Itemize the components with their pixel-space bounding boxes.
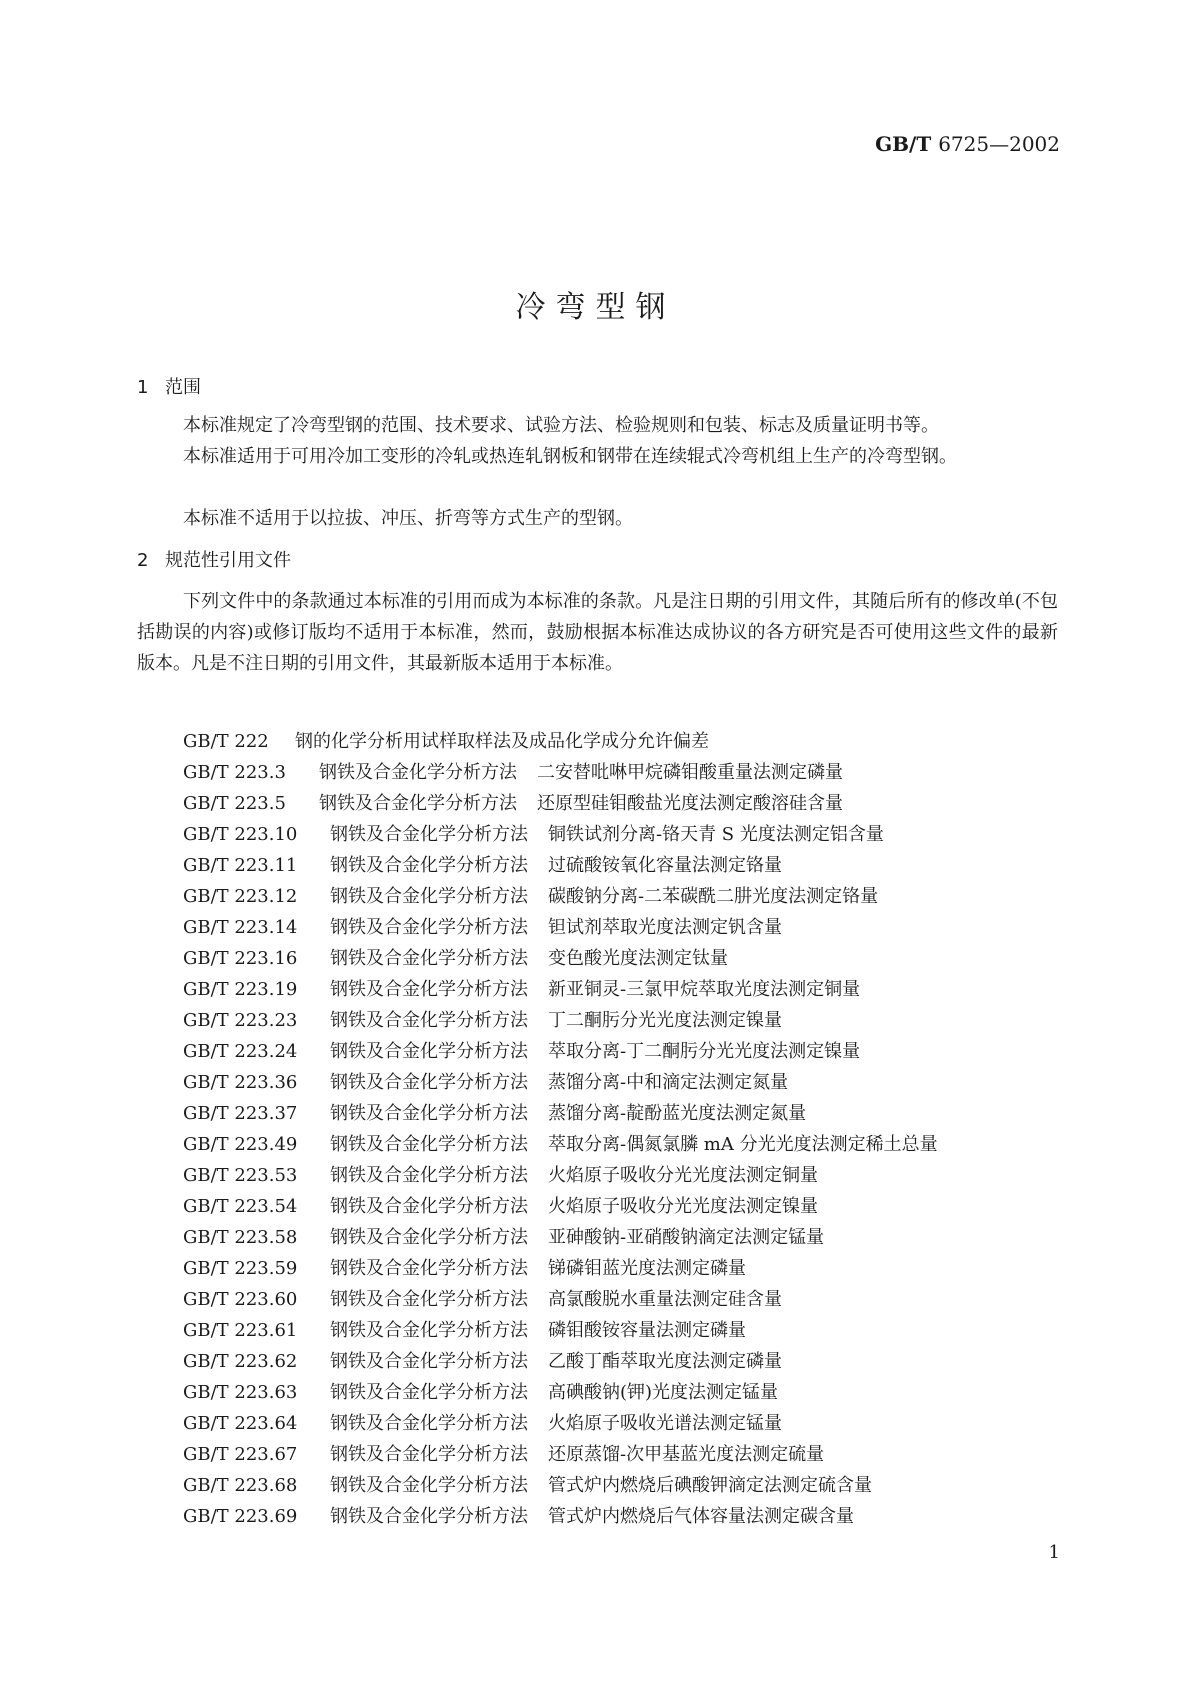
reference-series: 钢铁及合金化学分析方法 bbox=[330, 1413, 528, 1434]
reference-code: GB/T 223.12 bbox=[183, 886, 298, 907]
reference-item bbox=[183, 1005, 938, 1036]
page-number: 1 bbox=[1048, 1542, 1060, 1563]
section-heading-scope bbox=[137, 373, 201, 399]
reference-code: GB/T 223.54 bbox=[183, 1196, 298, 1217]
reference-title bbox=[330, 974, 860, 1005]
reference-item bbox=[183, 726, 938, 757]
reference-title bbox=[330, 1191, 818, 1222]
reference-code: GB/T 223.49 bbox=[183, 1134, 298, 1155]
reference-code: GB/T 223.16 bbox=[183, 948, 298, 969]
reference-title bbox=[330, 850, 782, 881]
reference-item bbox=[183, 1377, 938, 1408]
reference-series: 钢铁及合金化学分析方法 bbox=[330, 886, 528, 907]
reference-item bbox=[183, 850, 938, 881]
reference-series: 钢铁及合金化学分析方法 bbox=[330, 1072, 528, 1093]
reference-item bbox=[183, 881, 938, 912]
reference-title bbox=[330, 1408, 782, 1439]
scope-paragraph-1: 本标准规定了冷弯型钢的范围、技术要求、试验方法、检验规则和包装、标志及质量证明书等。 bbox=[183, 415, 939, 436]
reference-method: 管式炉内燃烧后气体容量法测定碳含量 bbox=[548, 1506, 854, 1527]
reference-method: 亚砷酸钠-亚硝酸钠滴定法测定锰量 bbox=[548, 1227, 825, 1248]
reference-title bbox=[330, 1005, 782, 1036]
reference-title bbox=[330, 1284, 782, 1315]
reference-method: 高氯酸脱水重量法测定硅含量 bbox=[548, 1289, 782, 1310]
reference-item bbox=[183, 943, 938, 974]
reference-series: 钢铁及合金化学分析方法 bbox=[330, 855, 528, 876]
reference-method: 管式炉内燃烧后碘酸钾滴定法测定硫含量 bbox=[548, 1475, 872, 1496]
reference-title bbox=[330, 943, 728, 974]
reference-method: 碳酸钠分离-二苯碳酰二肼光度法测定铬量 bbox=[548, 886, 879, 907]
reference-series: 钢铁及合金化学分析方法 bbox=[330, 1506, 528, 1527]
reference-title bbox=[330, 819, 884, 850]
reference-title bbox=[330, 1439, 824, 1470]
reference-series: 钢铁及合金化学分析方法 bbox=[330, 1227, 528, 1248]
reference-series: 钢铁及合金化学分析方法 bbox=[319, 762, 517, 783]
section-number: 1 bbox=[137, 377, 149, 398]
reference-code: GB/T 223.10 bbox=[183, 824, 298, 845]
reference-code: GB/T 223.3 bbox=[183, 762, 286, 783]
reference-method: 萃取分离-偶氮氯膦 mA 分光光度法测定稀土总量 bbox=[548, 1134, 938, 1155]
reference-series: 钢铁及合金化学分析方法 bbox=[319, 793, 517, 814]
standard-number: 6725—2002 bbox=[938, 132, 1060, 156]
standard-prefix: GB/T bbox=[875, 132, 939, 156]
reference-code: GB/T 223.61 bbox=[183, 1320, 298, 1341]
reference-code: GB/T 223.63 bbox=[183, 1382, 298, 1403]
reference-method: 铜铁试剂分离-铬天青 S 光度法测定铝含量 bbox=[548, 824, 884, 845]
reference-code: GB/T 223.11 bbox=[183, 855, 298, 876]
reference-method: 萃取分离-丁二酮肟分光光度法测定镍量 bbox=[548, 1041, 861, 1062]
reference-code: GB/T 223.68 bbox=[183, 1475, 298, 1496]
reference-series: 钢铁及合金化学分析方法 bbox=[330, 917, 528, 938]
reference-code: GB/T 223.36 bbox=[183, 1072, 298, 1093]
reference-title bbox=[330, 1315, 746, 1346]
reference-method: 还原型硅钼酸盐光度法测定酸溶硅含量 bbox=[537, 793, 843, 814]
reference-series: 钢铁及合金化学分析方法 bbox=[330, 1041, 528, 1062]
reference-list bbox=[183, 726, 938, 1532]
reference-item bbox=[183, 1222, 938, 1253]
reference-title bbox=[330, 881, 878, 912]
reference-item bbox=[183, 1129, 938, 1160]
reference-title bbox=[319, 788, 843, 819]
reference-code: GB/T 223.19 bbox=[183, 979, 298, 1000]
reference-item bbox=[183, 757, 938, 788]
reference-series: 钢铁及合金化学分析方法 bbox=[330, 948, 528, 969]
scope-paragraph-2: 本标准适用于可用冷加工变形的冷轧或热连轧钢板和钢带在连续辊式冷弯机组上生产的冷弯型钢。 bbox=[183, 446, 957, 467]
reference-series: 钢铁及合金化学分析方法 bbox=[330, 1196, 528, 1217]
reference-series: 钢铁及合金化学分析方法 bbox=[330, 1010, 528, 1031]
reference-code: GB/T 223.59 bbox=[183, 1258, 298, 1279]
references-intro-paragraph: 下列文件中的条款通过本标准的引用而成为本标准的条款。凡是注日期的引用文件，其随后所有的修改单(不包括勘误的内容)或修订版均不适用于本标准，然而，鼓励根据本标准达成协议的各方研究是否可使用这些文件的最新版本。凡是不注日期的引用文件，其最新版本适用于本标准。 bbox=[137, 591, 1058, 674]
reference-code: GB/T 223.62 bbox=[183, 1351, 298, 1372]
reference-series: 钢铁及合金化学分析方法 bbox=[330, 824, 528, 845]
reference-item bbox=[183, 912, 938, 943]
reference-method: 高碘酸钠(钾)光度法测定锰量 bbox=[548, 1382, 779, 1403]
reference-title bbox=[330, 1036, 860, 1067]
reference-method: 还原蒸馏-次甲基蓝光度法测定硫量 bbox=[548, 1444, 825, 1465]
reference-item bbox=[183, 1067, 938, 1098]
reference-item bbox=[183, 1284, 938, 1315]
reference-method: 锑磷钼蓝光度法测定磷量 bbox=[548, 1258, 746, 1279]
reference-item bbox=[183, 1036, 938, 1067]
reference-series: 钢铁及合金化学分析方法 bbox=[330, 1382, 528, 1403]
reference-series: 钢铁及合金化学分析方法 bbox=[330, 1165, 528, 1186]
reference-title bbox=[330, 1129, 938, 1160]
reference-series: 钢铁及合金化学分析方法 bbox=[330, 1320, 528, 1341]
reference-method: 变色酸光度法测定钛量 bbox=[548, 948, 728, 969]
reference-method: 火焰原子吸收分光光度法测定铜量 bbox=[548, 1165, 818, 1186]
reference-title bbox=[330, 1067, 788, 1098]
reference-series: 钢铁及合金化学分析方法 bbox=[330, 1134, 528, 1155]
reference-title bbox=[330, 912, 782, 943]
reference-item bbox=[183, 1253, 938, 1284]
reference-item bbox=[183, 1470, 938, 1501]
reference-code: GB/T 223.23 bbox=[183, 1010, 298, 1031]
reference-code: GB/T 223.67 bbox=[183, 1444, 298, 1465]
reference-code: GB/T 223.24 bbox=[183, 1041, 298, 1062]
reference-title bbox=[330, 1253, 746, 1284]
reference-item bbox=[183, 788, 938, 819]
scope-paragraph-3: 本标准不适用于以拉拔、冲压、折弯等方式生产的型钢。 bbox=[183, 508, 633, 529]
reference-title bbox=[330, 1501, 854, 1532]
reference-title bbox=[330, 1377, 778, 1408]
section-heading-normative-references bbox=[137, 546, 291, 572]
reference-method: 新亚铜灵-三氯甲烷萃取光度法测定铜量 bbox=[548, 979, 861, 1000]
reference-method: 过硫酸铵氧化容量法测定铬量 bbox=[548, 855, 782, 876]
reference-series: 钢铁及合金化学分析方法 bbox=[330, 979, 528, 1000]
reference-series: 钢铁及合金化学分析方法 bbox=[330, 1444, 528, 1465]
reference-code: GB/T 223.64 bbox=[183, 1413, 298, 1434]
reference-item bbox=[183, 1408, 938, 1439]
reference-series: 钢铁及合金化学分析方法 bbox=[330, 1103, 528, 1124]
reference-item bbox=[183, 1160, 938, 1191]
reference-code: GB/T 223.69 bbox=[183, 1506, 298, 1527]
reference-code: GB/T 223.58 bbox=[183, 1227, 298, 1248]
reference-code: GB/T 223.5 bbox=[183, 793, 286, 814]
reference-method: 火焰原子吸收分光光度法测定镍量 bbox=[548, 1196, 818, 1217]
reference-item bbox=[183, 1315, 938, 1346]
reference-title bbox=[330, 1346, 782, 1377]
reference-series: 钢铁及合金化学分析方法 bbox=[330, 1475, 528, 1496]
reference-item bbox=[183, 974, 938, 1005]
reference-code: GB/T 223.53 bbox=[183, 1165, 298, 1186]
reference-item bbox=[183, 1439, 938, 1470]
reference-title bbox=[330, 1160, 818, 1191]
reference-method: 二安替吡啉甲烷磷钼酸重量法测定磷量 bbox=[537, 762, 843, 783]
reference-series: 钢铁及合金化学分析方法 bbox=[330, 1289, 528, 1310]
reference-code: GB/T 223.60 bbox=[183, 1289, 298, 1310]
reference-title: 钢的化学分析用试样取样法及成品化学成分允许偏差 bbox=[295, 731, 709, 752]
document-title: 冷弯型钢 bbox=[515, 290, 676, 325]
reference-title bbox=[319, 757, 843, 788]
reference-method: 钽试剂萃取光度法测定钒含量 bbox=[548, 917, 782, 938]
reference-title bbox=[330, 1470, 872, 1501]
reference-code: GB/T 223.14 bbox=[183, 917, 298, 938]
reference-title bbox=[330, 1222, 824, 1253]
reference-code: GB/T 223.37 bbox=[183, 1103, 298, 1124]
reference-item bbox=[183, 819, 938, 850]
reference-method: 火焰原子吸收光谱法测定锰量 bbox=[548, 1413, 782, 1434]
reference-code: GB/T 222 bbox=[183, 731, 269, 752]
reference-series: 钢铁及合金化学分析方法 bbox=[330, 1351, 528, 1372]
section-title: 范围 bbox=[165, 377, 201, 398]
section-number: 2 bbox=[137, 550, 149, 571]
reference-method: 乙酸丁酯萃取光度法测定磷量 bbox=[548, 1351, 782, 1372]
reference-title bbox=[330, 1098, 806, 1129]
reference-series: 钢铁及合金化学分析方法 bbox=[330, 1258, 528, 1279]
reference-method: 磷钼酸铵容量法测定磷量 bbox=[548, 1320, 746, 1341]
standard-code bbox=[875, 132, 1060, 156]
reference-method: 蒸馏分离-中和滴定法测定氮量 bbox=[548, 1072, 789, 1093]
section-title: 规范性引用文件 bbox=[165, 550, 291, 571]
reference-item bbox=[183, 1346, 938, 1377]
reference-method: 丁二酮肟分光光度法测定镍量 bbox=[548, 1010, 782, 1031]
reference-item bbox=[183, 1191, 938, 1222]
reference-item bbox=[183, 1098, 938, 1129]
reference-method: 蒸馏分离-靛酚蓝光度法测定氮量 bbox=[548, 1103, 807, 1124]
reference-item bbox=[183, 1501, 938, 1532]
